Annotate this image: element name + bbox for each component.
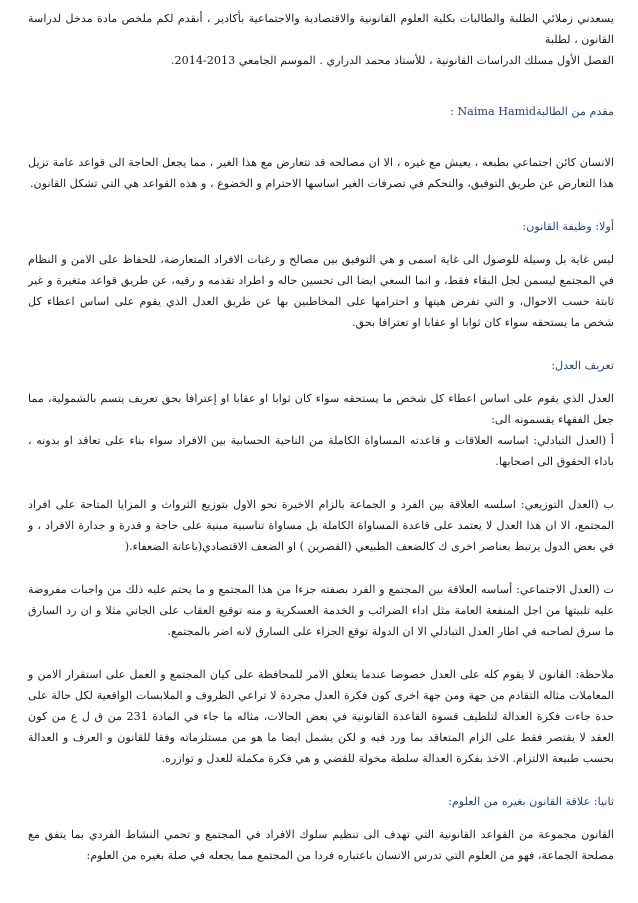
author-name: Naima Hamid (457, 105, 537, 118)
law-relations-paragraph: القانون مجموعة من القواعد القانونية التي تهدف الى تنظيم سلوك الافراد في المجتمع و تحمي النشاط الفردي بما يتفق مع مصلحة الجماعة، فهو من العلوم التي تدرس الانسان باعتباره فردا من المجتمع مما يجعله في صلة بغيره من العلوم: (28, 828, 614, 862)
spacer (28, 812, 614, 824)
spacer (28, 333, 614, 355)
section-heading-law-relations: ثانيا: علاقة القانون بغيره من العلوم: (448, 795, 614, 808)
section-heading-justice-definition: تعريف العدل: (551, 359, 614, 372)
exchange-justice-paragraph: أ (العدل التبادلي: اساسه العلاقات و قاعدته المساواة الكاملة من الناحية الحسابية بين الافراد سواء بناء على تعاقد او بدونه ، باداء الحقوق الى اصحابها. (28, 434, 614, 468)
author-colon: : (450, 105, 454, 118)
spacer (28, 71, 614, 101)
law-function-paragraph: ليس غاية بل وسيلة للوصول الى غاية اسمى و هي التوفيق بين مصالح و رغبات الافراد المتعارضة، للحفاظ على الامن و النظام في المجتمع ليسمن لجل البقاء فقط، و انما السعي ايضا الى تحسين حاله و اطراد تقدمه و رقيه، عن طريق قواعد متغيرة و غير ثابتة حسب الاحوال، و التي تفرض هيتها و احترامها على المخاطبين بها عن طريق العدل الذي يقوم على اساس اعطاء كل شخص ما يستحقه سواء كان ثوابا او عقابا او تعترافا بحق. (28, 253, 614, 329)
note-paragraph: ملاحظة: القانون لا يقوم كله على العدل خصوصا عندما يتعلق الامر للمحافظة على كيان المجتمع و العمل على استقرار الامن و المعاملات مثاله التقادم من جهة ومن جهة اخرى كون فكرة العدل مجردة لا تراعي الظروف و الملابسات الواقعية لكل حالة على حدة جاءت فكرة العدالة لتلطيف قسوة القاعدة القانونية في بعض الحالات، مثاله ما جاء في المادة 231 من ق ل ع من كون العقد لا يقتصر فقط على الزام المتعاقد بما ورد فيه و لكن يشمل ايضا ما هو من مستلزماته وفقا للقانون و العرف و العدالة بحسب طبيعة الالتزام. الاخذ بفكرة العدالة سلطة مخولة للقضي و هي فكرة مكملة للعدل و توازره. (28, 668, 614, 765)
intro-line-1: يسعدني زملائي الطلبة والطالبات بكلية العلوم القانونية والاقتصادية والاجتماعية بأكادير ، أنقدم لكم ملخص مادة مدخل لدراسة القانون ، لطلبة (28, 12, 614, 46)
social-justice-paragraph: ت (العدل الاجتماعي: أساسه العلاقة بين المجتمع و الفرد بصفته جزءا من هذا المجتمع و ما يحتم عليه ذلك من واجبات مفروضة عليه تلبيتها من اجل المنفعة العامة مثل اداء الضرائب و الخدمة العسكرية و منه توقيع العقاب على الجاني مثلا و ان رد السارق ما سرق لصاحبه في اطار العدل التبادلي الا ان الدولة توقع الجزاء على السارق لانه اضر بالمجتمع. (28, 583, 614, 638)
spacer (28, 376, 614, 388)
section-heading-law-function: أولا: وظيفة القانون: (522, 220, 614, 233)
author-line (28, 101, 614, 122)
document-page (28, 8, 614, 866)
spacer (28, 122, 614, 152)
spacer (28, 472, 614, 494)
intro-line-2: الفصل الأول مسلك الدراسات القانونية ، للأستاذ محمد الدراري . الموسم الجامعي 2013-2014. (170, 54, 614, 67)
spacer (28, 237, 614, 249)
intro-paragraph: الانسان كائن اجتماعي بطبعه ، يعيش مع غيره ، الا ان مصالحه قد تتعارض مع هذا الغير ، مما يجعل الحاجة الى قواعد عامة تزيل هذا التعارض عن طريق التوفيق، والتحكم في تصرفات الغير اساسها الاحترام و الخضوع ، و هذه القواعد هي التي تشكل القانون. (28, 156, 614, 190)
spacer (28, 769, 614, 791)
spacer (28, 557, 614, 579)
justice-definition-paragraph: العدل الذي يقوم على اساس اعطاء كل شخص ما يستحقه سواء كان ثوابا او عقابا او إعترافا بحق تعريف يتسم بالشمولية، مما جعل الفقهاء يقسمونه الى: (28, 392, 614, 426)
distributive-justice-paragraph: ب (العدل التوزيعي: اسلسه العلاقة بين الفرد و الجماعة بالزام الاخيرة نحو الاول بتوزيع الثرواث و المزايا المتاحة على افراد المجتمع، الا ان هذا العدل لا يعتمد على قاعدة المساواة الكاملة بل مساواة تناسبية مبنية على حاجة و قدرة و جدارة الافراد ، و في بعض الدول يرتبط بعناصر اخرى ك كالضعف الطبيعي (القصرين ) او الضعف الاقتصادي(باعانة الضعفاء.( (28, 498, 614, 553)
spacer (28, 642, 614, 664)
author-label: مقدم من الطالبة (536, 105, 614, 118)
spacer (28, 194, 614, 216)
